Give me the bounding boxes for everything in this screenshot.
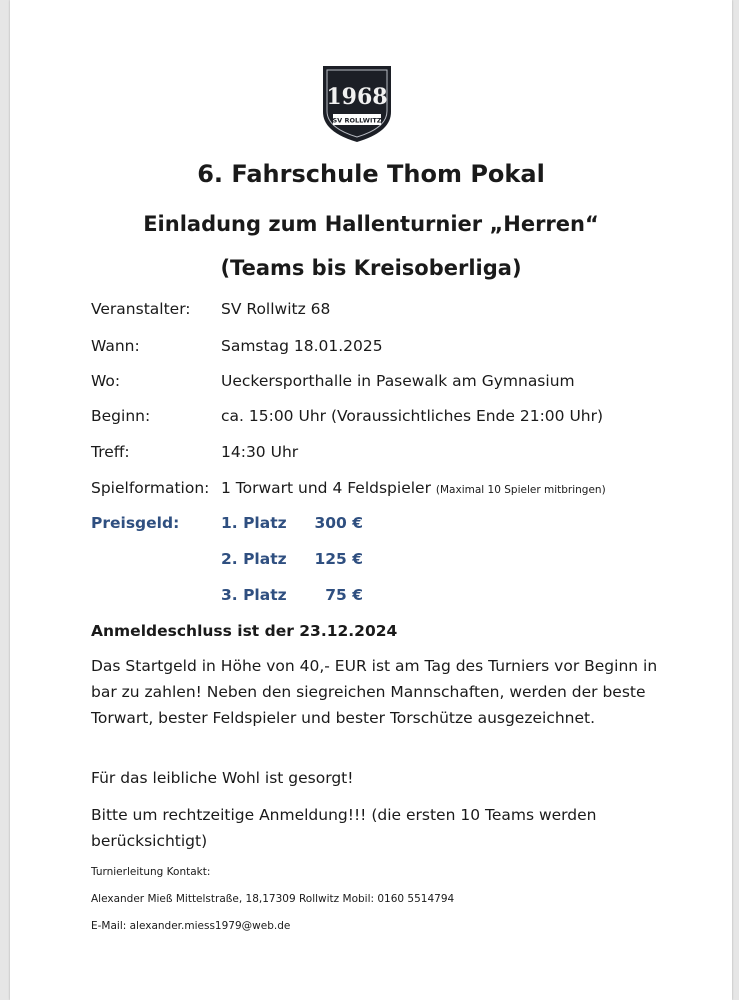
detail-value	[221, 479, 606, 497]
teams-note: (Teams bis Kreisoberliga)	[220, 256, 522, 280]
detail-value: Ueckersporthalle in Pasewalk am Gymnasium	[221, 372, 575, 390]
prize-place: 2. Platz	[221, 550, 287, 568]
detail-value: SV Rollwitz 68	[221, 300, 331, 318]
club-crest-logo	[317, 62, 397, 144]
catering-paragraph: Für das leibliche Wohl ist gesorgt!	[91, 769, 354, 787]
formation-note: (Maximal 10 Spieler mitbringen)	[435, 484, 606, 496]
prize-amount: 125 €	[314, 550, 363, 568]
logo-club: SV ROLLWITZ	[332, 116, 382, 125]
prize-place: 3. Platz	[221, 586, 287, 604]
detail-value: ca. 15:00 Uhr (Voraussichtliches Ende 21:00 Uhr)	[221, 407, 604, 425]
invitation-subtitle: Einladung zum Hallenturnier „Herren“	[143, 212, 599, 236]
detail-label: Beginn:	[91, 407, 151, 425]
detail-label: Treff:	[91, 443, 130, 461]
detail-value: Samstag 18.01.2025	[221, 337, 383, 355]
formation-text: 1 Torwart und 4 Feldspieler	[221, 479, 431, 497]
prize-amount: 300 €	[314, 514, 363, 532]
registration-deadline: Anmeldeschluss ist der 23.12.2024	[91, 622, 398, 640]
page-title: 6. Fahrschule Thom Pokal	[197, 160, 545, 188]
contact-address: Alexander Mieß Mittelstraße, 18,17309 Rollwitz Mobil: 0160 5514794	[91, 893, 455, 905]
registration-paragraph: Bitte um rechtzeitige Anmeldung!!! (die ersten 10 Teams werden berücksichtigt)	[91, 806, 597, 850]
flyer-page	[10, 0, 732, 1000]
logo-year: 1968	[326, 84, 388, 110]
prize-place: 1. Platz	[221, 514, 287, 532]
prize-amount: 75 €	[325, 586, 363, 604]
prize-label: Preisgeld:	[91, 514, 180, 532]
contact-email: E-Mail: alexander.miess1979@web.de	[91, 920, 291, 932]
detail-label: Spielformation:	[91, 479, 210, 497]
detail-value: 14:30 Uhr	[221, 443, 299, 461]
contact-label: Turnierleitung Kontakt:	[91, 866, 211, 878]
detail-label: Veranstalter:	[91, 300, 191, 318]
detail-label: Wo:	[91, 372, 121, 390]
detail-label: Wann:	[91, 337, 140, 355]
fee-paragraph: Das Startgeld in Höhe von 40,- EUR ist am Tag des Turniers vor Beginn in bar zu zahlen! Neben den siegreichen Mannschaften, werden der beste Torwart, bester Feldspieler und bester Torschütze ausgezeichnet.	[91, 657, 658, 727]
